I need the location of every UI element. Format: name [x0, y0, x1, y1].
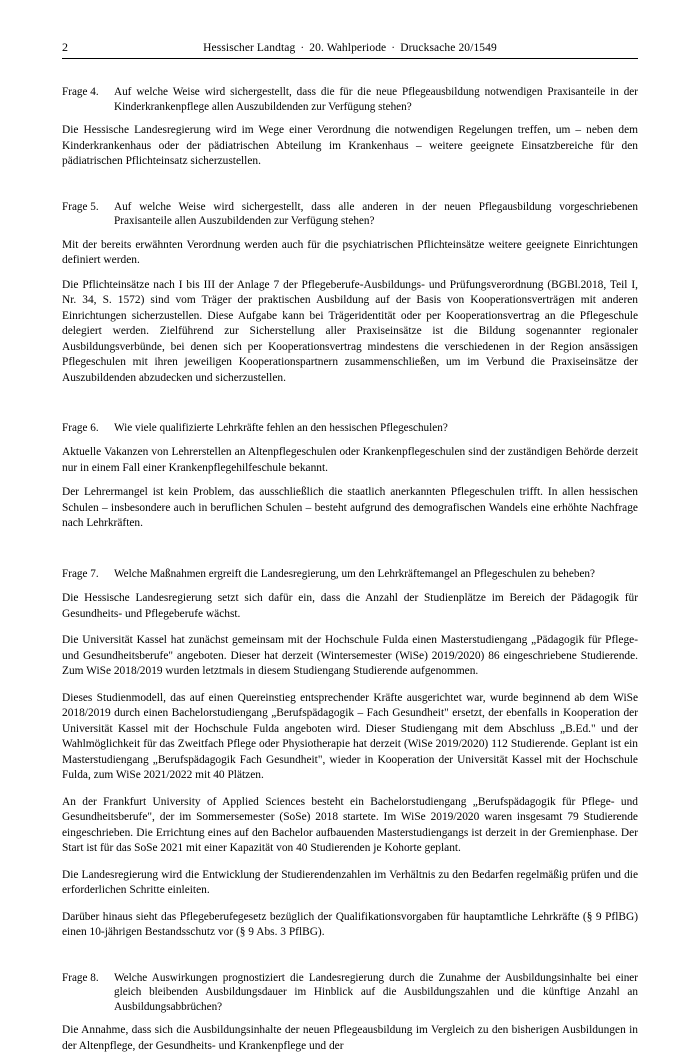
question-text: Welche Maßnahmen ergreift die Landesregierung, um den Lehrkräftemangel an Pflegeschulen zu beheben? — [114, 567, 595, 580]
question-block — [62, 567, 638, 582]
header-separator-2: · — [391, 42, 396, 54]
section-spacer — [62, 541, 638, 551]
question-label: Frage 4. — [62, 86, 99, 98]
section-spacer — [62, 179, 638, 184]
question-block — [62, 200, 638, 229]
answer-paragraph: Die Annahme, dass sich die Ausbildungsinhalte der neuen Pflegeausbildung im Vergleich zu den bisherigen Ausbildungen in der Altenpflege, der Gesundheits- und Krankenpflege und der — [62, 1024, 638, 1052]
answer-paragraph: Der Lehrermangel ist kein Problem, das ausschließlich die staatlich anerkannten Pflegeschulen trifft. In allen hessischen Schulen – insbesondere auch in beruflichen Schulen – besteht aufgrund des demografischen Wandels eine erhöhte Nachfrage nach Lehrkräften. — [62, 486, 638, 530]
answer-paragraph: Die Landesregierung wird die Entwicklung der Studierendenzahlen im Verhältnis zu den Bedarfen regelmäßig prüfen und die erforderlichen Schritte einleiten. — [62, 868, 638, 897]
question-label: Frage 8. — [62, 971, 99, 984]
answer-paragraph: Die Hessische Landesregierung setzt sich dafür ein, dass die Anzahl der Studienplätze im Bereich der Pädagogik für Gesundheits- und Pflegeberufe wächst. — [62, 592, 638, 620]
page-header — [62, 40, 638, 59]
question-label: Frage 6. — [62, 422, 99, 435]
header-separator-1: · — [300, 42, 305, 54]
document-body — [62, 85, 638, 1054]
header-parliament: Hessischer Landtag — [203, 42, 296, 54]
answer-paragraph: Mit der bereits erwähnten Verordnung werden auch für die psychiatrischen Pflichteinsätze weitere geeignete Einrichtungen definiert werden. — [62, 238, 638, 267]
question-text: Wie viele qualifizierte Lehrkräfte fehlen an den hessischen Pflegeschulen? — [114, 422, 448, 435]
header-document: Drucksache 20/1549 — [400, 42, 497, 54]
answer-paragraph: Dieses Studienmodell, das auf einen Quereinstieg entsprechender Kräfte ausgerichtet war, wurde beginnend ab dem WiSe 2018/2019 durch einen Bachelorstudiengang „Berufspädagogik – Fach Gesundheit" ersetzt, der ebenfalls in Kooperation der Universität Kassel mit der Hochschule Fulda angeboten wird. Dieser Studiengang mit dem Abschluss „B.Ed." und der Wahlmöglichkeit für das Zweitfach Pflege oder Physiotherapie hat derzeit (WiSe 2019/2020) 112 Studierende. Geplant ist ein Masterstudiengang „Berufspädagogik Fach Gesundheit", wieder in Kooperation der Universität Kassel mit der Hochschule Fulda, zum WiSe 2021/2022 mit 40 Plätzen. — [62, 691, 638, 782]
question-text: Welche Auswirkungen prognostiziert die Landesregierung durch die Zunahme der Ausbildungsinhalte bei einer gleich bleibenden Ausbildungsdauer im Hinblick auf die Ausbildungszahlen und die künftige Anzahl an Ausbildungsabbrüchen? — [114, 971, 638, 1013]
question-block — [62, 85, 638, 114]
question-block — [62, 971, 638, 1015]
section-spacer — [62, 395, 638, 405]
answer-paragraph: Die Hessische Landesregierung wird im Wege einer Verordnung die notwendigen Regelungen treffen, um – neben dem Kinderkrankenhaus oder der pädiatrischen Abteilung im Krankenhaus – weitere geeignete Einsatzbereiche für den pädiatrischen Pflichteinsatz sicherzustellen. — [62, 124, 638, 168]
answer-paragraph: An der Frankfurt University of Applied Sciences besteht ein Bachelorstudiengang „Berufspädagogik für Pflege- und Gesundheitsberufe", der im Sommersemester (SoSe) 2018 startete. Im WiSe 2019/2020 waren insgesamt 79 Studierende eingeschrieben. Die Errichtung eines auf den Bachelor aufbauenden Masterstudiengangs ist derzeit in der Gremienphase. Der Start ist für das SoSe 2021 mit einer Kapazität von 40 Studierenden je Kohorte geplant. — [62, 795, 638, 855]
question-label: Frage 7. — [62, 567, 99, 580]
answer-paragraph: Die Pflichteinsätze nach I bis III der Anlage 7 der Pflegeberufe-Ausbildungs- und Prüfungsverordnung (BGBl.2018, Teil I, Nr. 34, S. 1572) sind vom Träger der praktischen Ausbildung auf der Basis von Kooperationsverträgen mit anderen Einrichtungen sicherzustellen. Diese Aufgabe kann bei Trägeridentität oder per Kooperationsvertrag an die Pflegeschule delegiert werden. Zielführend zur Sicherstellung aller Praxiseinsätze ist die Bildung sogenannter regionaler Ausbildungsverbünde, bei denen sich per Kooperationsvertrag mindestens die verschiedenen in der Region ansässigen Pflegeschulen mit ihren jeweiligen Kooperationspartnern zusammenschließen, um im Verbund die Praxiseinsätze der Auszubildenden abzudecken und sicherzustellen. — [62, 278, 638, 384]
question-block — [62, 421, 638, 436]
answer-paragraph: Aktuelle Vakanzen von Lehrerstellen an Altenpflegeschulen oder Krankenpflegeschulen sind der zuständigen Behörde derzeit nur in einem Fall einer Krankenpflegehilfeschule bekannt. — [62, 446, 638, 474]
header-legislature: 20. Wahlperiode — [309, 42, 387, 54]
question-text: Auf welche Weise wird sichergestellt, dass die für die neue Pflegeausbildung notwendigen Praxisanteile in der Kinderkrankenpflege allen Auszubildenden zur Verfügung stehen? — [114, 86, 638, 113]
answer-paragraph: Darüber hinaus sieht das Pflegeberufegesetz bezüglich der Qualifikationsvorgaben für hauptamtliche Lehrkräfte (§ 9 PflBG) einen 10-jährigen Bestandsschutz vor (§ 9 Abs. 3 PflBG). — [62, 910, 638, 939]
page-number: 2 — [62, 40, 68, 54]
header-center-title — [88, 42, 612, 54]
section-spacer — [62, 950, 638, 955]
question-text: Auf welche Weise wird sichergestellt, dass alle anderen in der neuen Pflegausbildung vorgeschriebenen Praxisanteile allen Auszubildenden zur Verfügung stehen? — [114, 200, 638, 228]
question-label: Frage 5. — [62, 200, 99, 213]
answer-paragraph: Die Universität Kassel hat zunächst gemeinsam mit der Hochschule Fulda einen Masterstudiengang „Pädagogik für Pflege- und Gesundheitsberufe" angeboten. Dieser hat derzeit (Wintersemester (WiSe) 2019/2020) 86 eingeschriebene Studierende. Zum WiSe 2018/2019 wurden letztmals in diesem Studiengang Studierende aufgenommen. — [62, 634, 638, 678]
